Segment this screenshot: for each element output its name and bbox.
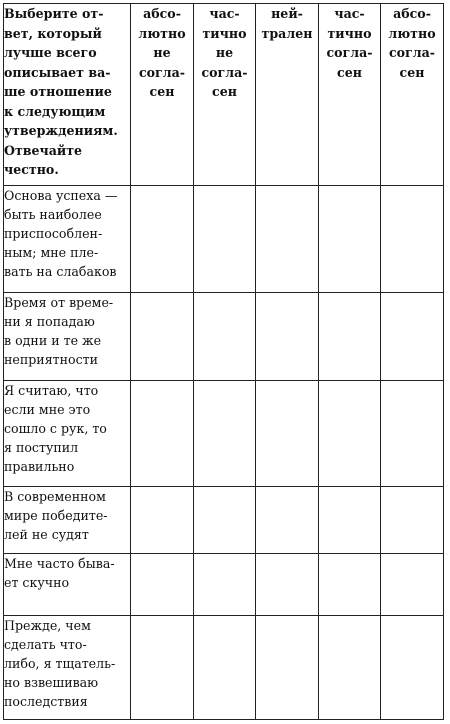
statement-row <box>4 487 444 554</box>
answer-cell-partly-disagree[interactable] <box>194 381 256 487</box>
option-partly-disagree: час- тично не согла- сен <box>194 4 256 186</box>
answer-cell-partly-agree[interactable] <box>319 616 381 720</box>
answer-cell-partly-disagree[interactable] <box>194 293 256 381</box>
answer-cell-partly-disagree[interactable] <box>194 186 256 293</box>
answer-cell-neutral[interactable] <box>256 487 319 554</box>
option-strongly-disagree: абсо- лютно не согла- сен <box>131 4 194 186</box>
option-strongly-agree: абсо- лютно согла- сен <box>381 4 444 186</box>
answer-cell-strongly-agree[interactable] <box>381 186 444 293</box>
answer-cell-neutral[interactable] <box>256 554 319 616</box>
answer-cell-partly-disagree[interactable] <box>194 554 256 616</box>
option-neutral: ней- трален <box>256 4 319 186</box>
answer-cell-strongly-disagree[interactable] <box>131 293 194 381</box>
statement-row <box>4 186 444 293</box>
statement-row <box>4 554 444 616</box>
answer-cell-strongly-agree[interactable] <box>381 487 444 554</box>
statement-text: Время от време- ни я попадаю в одни и те же неприятности <box>4 293 131 381</box>
answer-cell-strongly-agree[interactable] <box>381 616 444 720</box>
statement-row <box>4 616 444 720</box>
statement-text: Основа успеха — быть наиболее приспособлен- ным; мне пле- вать на слабаков <box>4 186 131 293</box>
answer-cell-strongly-disagree[interactable] <box>131 186 194 293</box>
statement-text: Прежде, чем сделать что- либо, я тщатель- но взвешиваю последствия <box>4 616 131 720</box>
statement-row <box>4 381 444 487</box>
statement-text: Я считаю, что если мне это сошло с рук, то я поступил правильно <box>4 381 131 487</box>
option-partly-agree: час- тично согла- сен <box>319 4 381 186</box>
answer-cell-partly-agree[interactable] <box>319 487 381 554</box>
answer-cell-strongly-disagree[interactable] <box>131 554 194 616</box>
header-row <box>4 4 444 186</box>
answer-cell-neutral[interactable] <box>256 616 319 720</box>
answer-cell-strongly-agree[interactable] <box>381 293 444 381</box>
answer-cell-strongly-disagree[interactable] <box>131 487 194 554</box>
answer-cell-strongly-agree[interactable] <box>381 554 444 616</box>
answer-cell-neutral[interactable] <box>256 381 319 487</box>
answer-cell-partly-disagree[interactable] <box>194 616 256 720</box>
instruction-header: Выберите от- вет, который лучше всего описывает ва- ше отношение к следующим утверждениям. Отвечайте честно. <box>4 4 131 186</box>
statement-text: Мне часто быва- ет скучно <box>4 554 131 616</box>
answer-cell-partly-agree[interactable] <box>319 186 381 293</box>
answer-cell-partly-disagree[interactable] <box>194 487 256 554</box>
answer-cell-partly-agree[interactable] <box>319 554 381 616</box>
answer-cell-strongly-disagree[interactable] <box>131 381 194 487</box>
answer-cell-neutral[interactable] <box>256 293 319 381</box>
statement-text: В современном мире победите- лей не судят <box>4 487 131 554</box>
answer-cell-neutral[interactable] <box>256 186 319 293</box>
answer-cell-strongly-agree[interactable] <box>381 381 444 487</box>
answer-cell-partly-agree[interactable] <box>319 381 381 487</box>
answer-cell-strongly-disagree[interactable] <box>131 616 194 720</box>
answer-cell-partly-agree[interactable] <box>319 293 381 381</box>
statement-row <box>4 293 444 381</box>
survey-table <box>3 3 444 720</box>
